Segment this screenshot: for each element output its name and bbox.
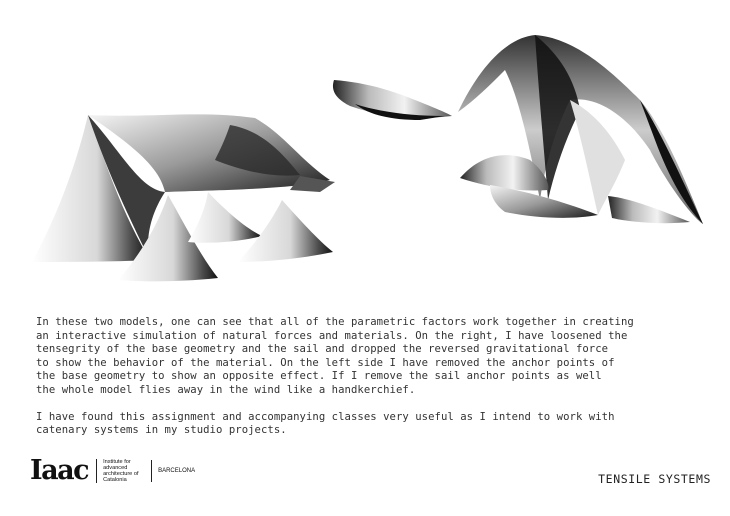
iaac-logo: [30, 456, 195, 486]
body-text: [36, 316, 716, 451]
left-model-render: [32, 114, 335, 281]
logo-wordmark: Iaac: [30, 455, 89, 486]
flying-piece-render: [333, 80, 452, 120]
logo-institute: Institute for advanced architecture of Catalonia: [96, 459, 145, 484]
body-paragraph-2: I have found this assignment and accompanying classes very useful as I intend to work with catenary systems in my studio projects.: [36, 410, 615, 437]
section-title: TENSILE SYSTEMS: [598, 472, 711, 486]
right-model-render: [458, 35, 703, 224]
body-paragraph-1: In these two models, one can see that all of the parametric factors work together in creating an interactive simulation of natural forces and materials. On the right, I have loosened the tensegrity of the base geometry and the sail and dropped the reversed gravitational force to show the behavior of the material. On the left side I have removed the anchor points of the base geometry to show an opposite effect. If I remove the sail anchor points as well the whole model flies away in the wind like a handkerchief.: [36, 316, 634, 396]
logo-city: BARCELONA: [151, 460, 195, 482]
